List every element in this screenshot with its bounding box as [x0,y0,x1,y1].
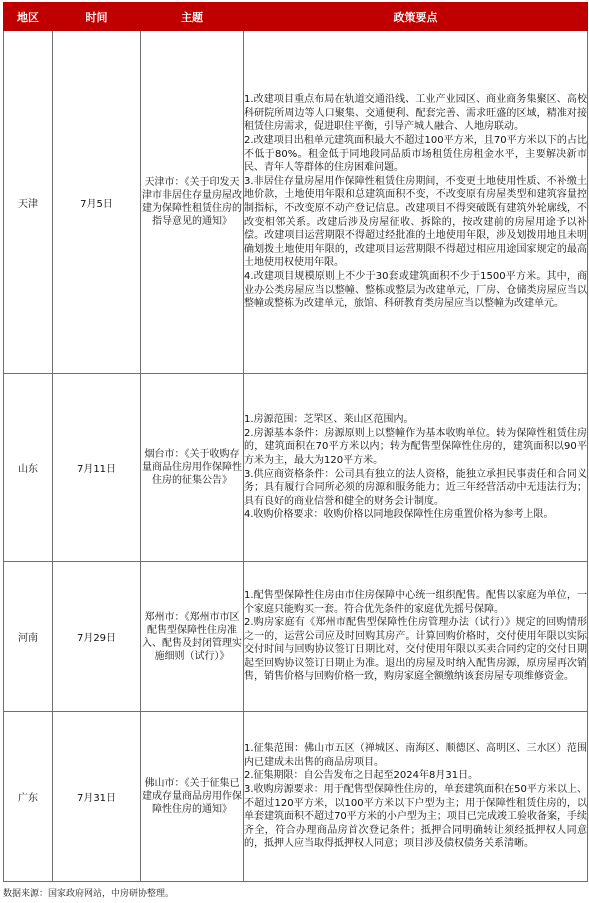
policy-point: 3.收购房源要求：用于配售型保障性住房的，单套建筑面积在50平方米以上、不超过120平方米，以100平方米以下户型为主；用于保障性租赁住房的，以单套建筑面积不超过70平方米的小户型为主；项目已完成竣工验收备案，手续齐全，符合办理商品房首次登记条件；抵押合同明确转让须经抵押权人同意的，抵押人应当取得抵押权人同意；项目涉及债权债务关系清晰。 [244,783,587,850]
policy-point: 2.改建项目出租单元建筑面积最大不超过100平方米，且70平方米以下的占比不低于80%。租金低于同地段同品质市场租赁住房租金水平，主要解决新市民、青年人等群体的住房困难问题。 [244,135,587,174]
policy-point: 1.房源范围：芝罘区、莱山区范围内。 [244,414,414,426]
header-date: 时间 [53,3,141,31]
date-cell: 7月5日 [53,31,141,374]
policy-point: 3.非居住存量房屋用作保障性租赁住房期间，不变更土地使用性质、不补缴土地价款，土地使用年限和总建筑面积不变，不改变原有房屋类型和建筑容量控制指标，不改变原不动产登记信息。改建项目不得突破既有建筑外轮廓线，不改变相邻关系。改建后涉及房屋征收、拆除的，按改建前的房屋用途予以补偿。改建项目运营期限不得超过经批准的土地使用年限，涉及划拨用地且未明确划拨土地使用年限的，改建项目运营期限不得超过相应用途国家规定的最高土地使用权使用年限。 [244,175,587,269]
region-cell: 山东 [4,374,53,562]
policy-point: 4.收购价格要求：收购价格以同地段保障性住房重置价格为参考上限。 [244,509,554,521]
region-cell: 天津 [4,31,53,374]
policy-point: 4.改建项目规模原则上不少于30套或建筑面积不少于1500平方米。其中，商业办公类房屋应当以整幢、整栋或整层为改建单元，厂房、仓储类房屋应当以整幢或整栋为改建单元，旅馆、科研教育类房屋应当以整幢为改建单元。 [244,270,587,310]
header-region: 地区 [4,3,53,31]
topic-cell: 佛山市：《关于征集已建成存量商品房用作保障性住房的通知》 [141,712,244,882]
table-row [4,374,588,562]
topic-cell: 天津市：《关于印发天津市非居住存量房屋改建为保障性租赁住房的指导意见的通知》 [141,31,244,374]
region-cell: 河南 [4,562,53,712]
topic-cell: 郑州市：《郑州市市区配售型保障性住房准入、配售及封闭管理实施细则（试行）》 [141,562,244,712]
table-row [4,712,588,882]
policy-points-cell [244,562,588,712]
policy-points-cell [244,31,588,374]
date-cell: 7月31日 [53,712,141,882]
table-row [4,31,588,374]
policy-point: 2.房源基本条件：房源原则上以整幢作为基本收购单位。转为保障性租赁住房的，建筑面积在70平方米以内；转为配售型保障性住房的，建筑面积以90平方米为主，最大为120平方米。 [244,427,587,466]
policy-points-cell [244,712,588,882]
policy-point: 1.改建项目重点布局在轨道交通沿线、工业产业园区、商业商务集聚区、高校科研院所周边等人口聚集、交通便利、配套完善、需求旺盛的区域，精准对接租赁住房需求，促进职住平衡，引导产城人融合、人地房联动。 [244,94,587,133]
policy-table [3,2,588,882]
policy-point: 1.征集范围：佛山市五区（禅城区、南海区、顺德区、高明区、三水区）范围内已建成未出售的商品房项目。 [244,743,587,768]
date-cell: 7月11日 [53,374,141,562]
policy-point: 2.购房家庭有《郑州市配售型保障性住房管理办法（试行）》规定的回购情形之一的，运营公司应及时回购其房产。计算回购价格时，交付使用年限以实际交付时间与回购协议签订日期比对，交付使用年限以买卖合同约定的交付日期起至回购协议签订日期止为准。退出的房屋及时纳入配售房源，原房屋再次销售，销售价格与回购价格一致，购房家庭全额缴纳该套房屋专项维修资金。 [244,617,587,683]
policy-point: 2.征集期限：自公告发布之日起至2024年8月31日。 [244,770,479,782]
table-row [4,562,588,712]
region-cell: 广东 [4,712,53,882]
policy-point: 1.配售型保障性住房由市住房保障中心统一组织配售。配售以家庭为单位，一个家庭只能购买一套。符合优先条件的家庭优先摇号保障。 [244,589,587,615]
policy-points-cell [244,374,588,562]
data-source-note: 数据来源：国家政府网站，中房研协整理。 [3,889,175,899]
topic-cell: 烟台市：《关于收购存量商品住房用作保障性住房的征集公告》 [141,374,244,562]
table-header-row [4,3,588,31]
header-topic: 主题 [141,3,244,31]
policy-point: 3.供应商资格条件：公司具有独立的法人资格，能独立承担民事责任和合同义务；具有履行合同所必须的房源和服务能力；近三年经营活动中无违法行为；具有良好的商业信誉和健全的财务会计制度。 [244,468,587,507]
header-points: 政策要点 [244,3,588,31]
date-cell: 7月29日 [53,562,141,712]
